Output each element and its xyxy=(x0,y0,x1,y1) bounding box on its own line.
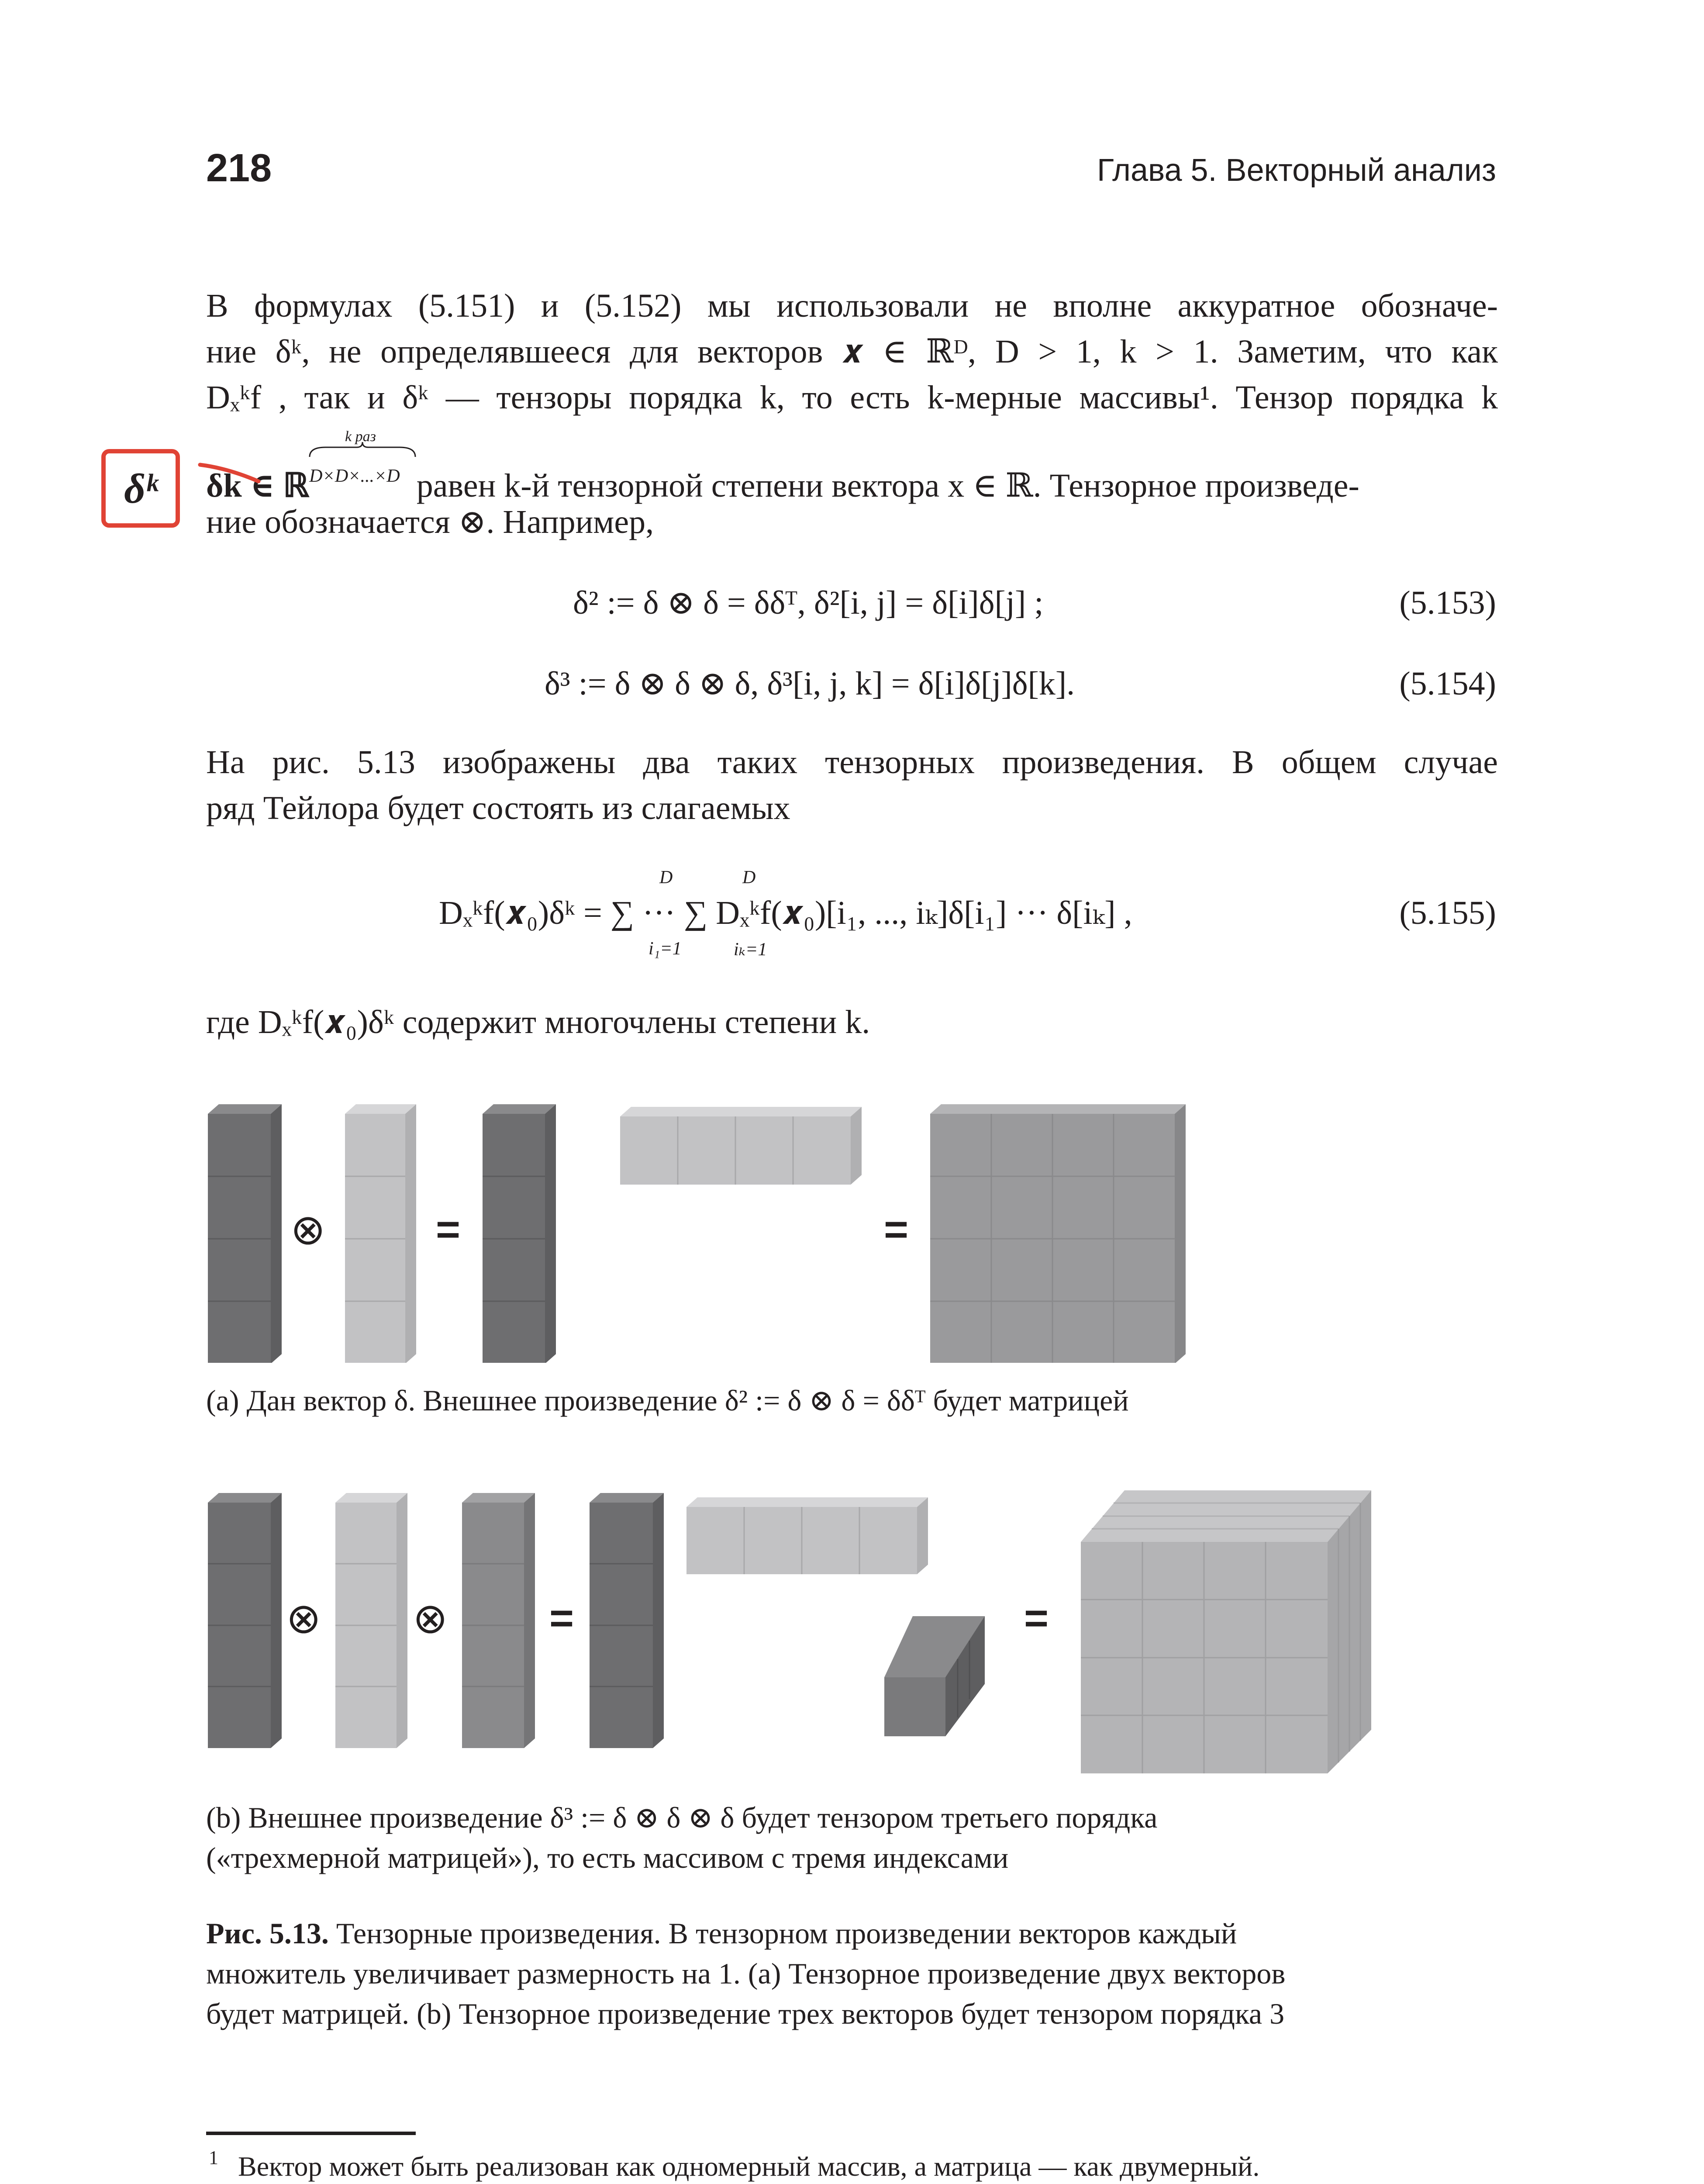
figure-a-equals-2: = xyxy=(884,1206,909,1253)
footnote-text: Вектор может быть реализован как одномерный массив, а матрица — как двумерный. xyxy=(238,2151,1260,2182)
figure-b-vector-light xyxy=(335,1493,407,1748)
red-strike-mark xyxy=(197,460,263,486)
figure-a xyxy=(201,1101,1188,1363)
figure-a-vector-dark-2 xyxy=(483,1104,556,1363)
equation-number-5-155: (5.155) xyxy=(1399,895,1496,931)
sum2-lower-limit: iₖ=1 xyxy=(734,940,767,960)
delta-k-struck: δk ∈ ℝ xyxy=(206,467,310,504)
sum2-upper-limit: D xyxy=(742,867,756,888)
paragraph1-line3: Dₓᵏf , так и δᵏ — тензоры порядка k, то есть k-мерные массивы¹. Тензор порядка k xyxy=(206,379,1498,416)
figure-caption-label: Рис. 5.13. xyxy=(206,1917,329,1950)
footnote-rule xyxy=(206,2132,416,2135)
equation-number-5-154: (5.154) xyxy=(1399,665,1496,702)
figure-caption-line1 xyxy=(206,1913,1237,1953)
equation-5-153: δ² := δ ⊗ δ = δδᵀ, δ²[i, j] = δ[i]δ[j] ; xyxy=(573,584,1044,621)
overbrace xyxy=(308,441,417,459)
paragraph2-line1: На рис. 5.13 изображены два таких тензорных произведения. В общем случае xyxy=(206,744,1498,781)
page-number: 218 xyxy=(206,146,272,190)
paragraph2-line2: ряд Тейлора будет состоять из слагаемых xyxy=(206,790,790,826)
figure-subcaption-b-line1: (b) Внешнее произведение δ³ := δ ⊗ δ ⊗ δ будет тензором третьего порядка xyxy=(206,1801,1158,1834)
paragraph1-line4-rest: равен k-й тензорной степени вектора x ∈ ℝ. Тензорное произведе- xyxy=(416,467,1359,504)
paragraph1-line4 xyxy=(206,454,1359,508)
figure-caption-line1-text: Тензорные произведения. В тензорном произведении векторов каждый xyxy=(328,1917,1237,1950)
figure-a-vector-dark-1 xyxy=(208,1104,282,1363)
equation-number-5-153: (5.153) xyxy=(1399,584,1496,621)
figure-b-equals-1: = xyxy=(549,1595,574,1641)
running-head: Глава 5. Векторный анализ xyxy=(1097,153,1496,188)
sum1-upper-limit: D xyxy=(659,867,673,888)
figure-b-tensor-operator-2: ⊗ xyxy=(413,1594,448,1643)
figure-b-vector-dark-2 xyxy=(590,1493,664,1748)
figure-b xyxy=(201,1485,1371,1782)
margin-note-box xyxy=(101,449,180,528)
figure-b-vector-dark-1 xyxy=(208,1493,282,1748)
figure-b-result-cube xyxy=(1081,1490,1371,1773)
figure-b-vector-depth xyxy=(884,1616,985,1736)
superscript-dims: D×D×...×D xyxy=(309,466,400,486)
paragraph1-line2: ние δᵏ, не определявшееся для векторов 𝒙 ∈ ℝᴰ, D > 1, k > 1. Заметим, что как xyxy=(206,333,1498,370)
footnote-marker: 1 xyxy=(209,2147,218,2168)
figure-b-vector-medium xyxy=(462,1493,535,1748)
figure-a-vector-transpose xyxy=(620,1107,862,1185)
figure-subcaption-b-line2: («трехмерной матрицей»), то есть массивом с тремя индексами xyxy=(206,1841,1009,1874)
paragraph1-line1: В формулах (5.151) и (5.152) мы использовали не вполне аккуратное обозначе- xyxy=(206,287,1498,324)
paragraph1-line5: ние обозначается ⊗. Например, xyxy=(206,504,654,540)
margin-note-symbol: δᵏ xyxy=(124,465,157,512)
sum1-lower-limit: i₁=1 xyxy=(648,939,682,959)
figure-b-equals-2: = xyxy=(1024,1595,1049,1641)
figure-a-tensor-operator: ⊗ xyxy=(290,1205,326,1254)
figure-caption-line2: множитель увеличивает размерность на 1. (a) Тензорное произведение двух векторов xyxy=(206,1957,1286,1990)
figure-b-tensor-operator-1: ⊗ xyxy=(286,1594,321,1643)
overbrace-label: k раз xyxy=(345,429,376,445)
figure-b-vector-transpose xyxy=(686,1497,928,1574)
figure-a-equals-1: = xyxy=(436,1206,461,1253)
equation-5-155: Dₓᵏf(𝒙₀)δᵏ = ∑ ··· ∑ Dₓᵏf(𝒙₀)[i₁, ..., iₖ]δ[i₁] ··· δ[iₖ] , xyxy=(439,895,1132,931)
figure-subcaption-a: (a) Дан вектор δ. Внешнее произведение δ² := δ ⊗ δ = δδᵀ будет матрицей xyxy=(206,1384,1129,1417)
figure-a-vector-light xyxy=(345,1104,416,1363)
figure-a-result-matrix xyxy=(930,1104,1186,1363)
paragraph3-line1: где Dₓᵏf(𝒙₀)δᵏ содержит многочлены степени k. xyxy=(206,1004,870,1040)
equation-5-154: δ³ := δ ⊗ δ ⊗ δ, δ³[i, j, k] = δ[i]δ[j]δ[k]. xyxy=(545,665,1075,702)
figure-caption-line3: будет матрицей. (b) Тензорное произведение трех векторов будет тензором порядка 3 xyxy=(206,1997,1285,2030)
